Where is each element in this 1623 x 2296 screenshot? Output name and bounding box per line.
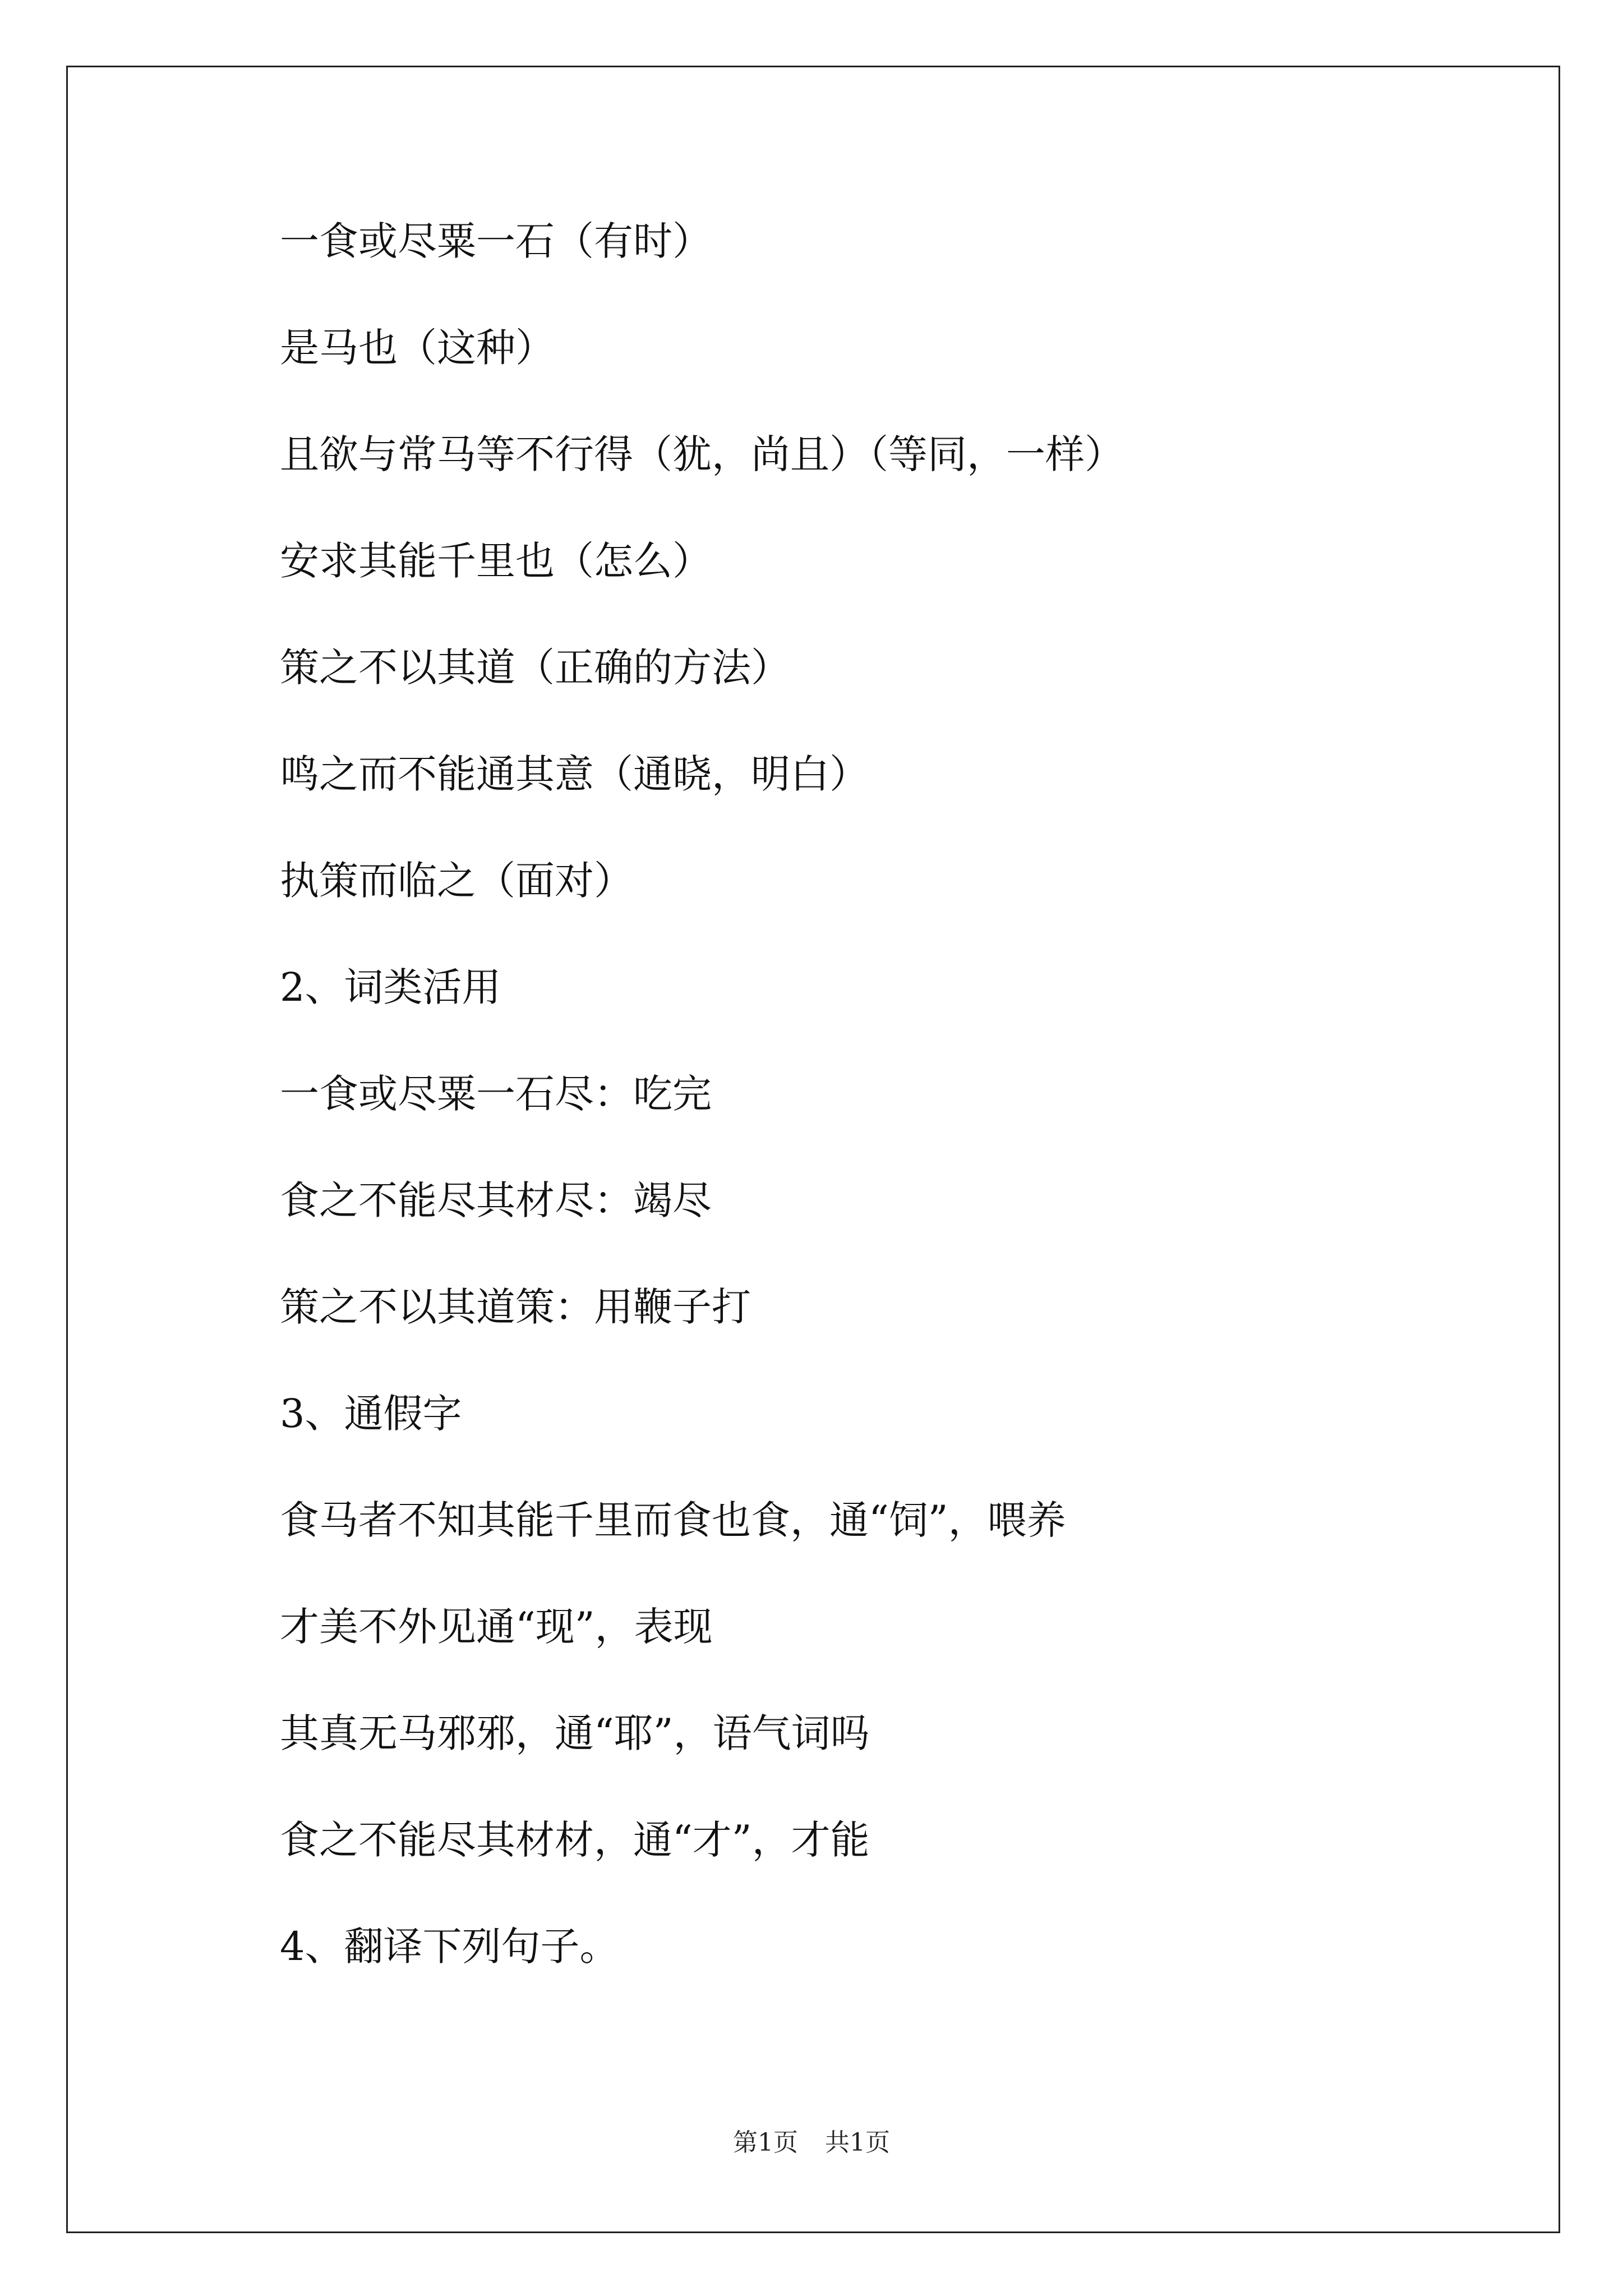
text-line: 食之不能尽其材材，通“才”，才能 — [280, 1817, 870, 1863]
section-heading: 4、翻译下列句子。 — [280, 1924, 619, 1970]
text-line: 才美不外见通“现”，表现 — [280, 1604, 713, 1650]
text-line: 一食或尽粟一石尽：吃完 — [280, 1071, 712, 1117]
text-line: 其真无马邪邪，通“耶”，语气词吗 — [280, 1710, 870, 1756]
text-line: 策之不以其道（正确的方法） — [280, 645, 790, 691]
text-line: 食马者不知其能千里而食也食，通“饲”，喂养 — [280, 1497, 1066, 1543]
page-number: 第1页 — [733, 2128, 798, 2157]
text-line: 安求其能千里也（怎么） — [280, 538, 712, 584]
page-footer — [0, 2126, 1623, 2160]
document-body — [280, 213, 1514, 2025]
text-line: 是马也（这种） — [280, 325, 555, 371]
section-heading: 2、词类活用 — [280, 964, 501, 1010]
page-total: 共1页 — [825, 2128, 890, 2157]
text-line: 执策而临之（面对） — [280, 858, 633, 904]
text-line: 食之不能尽其材尽：竭尽 — [280, 1177, 712, 1223]
text-line: 策之不以其道策：用鞭子打 — [280, 1284, 751, 1330]
text-line: 且欲与常马等不行得（犹，尚且）（等同，一样） — [280, 431, 1124, 477]
text-line: 一食或尽粟一石（有时） — [280, 218, 712, 264]
section-heading: 3、通假字 — [280, 1391, 462, 1437]
text-line: 鸣之而不能通其意（通晓，明白） — [280, 751, 869, 797]
